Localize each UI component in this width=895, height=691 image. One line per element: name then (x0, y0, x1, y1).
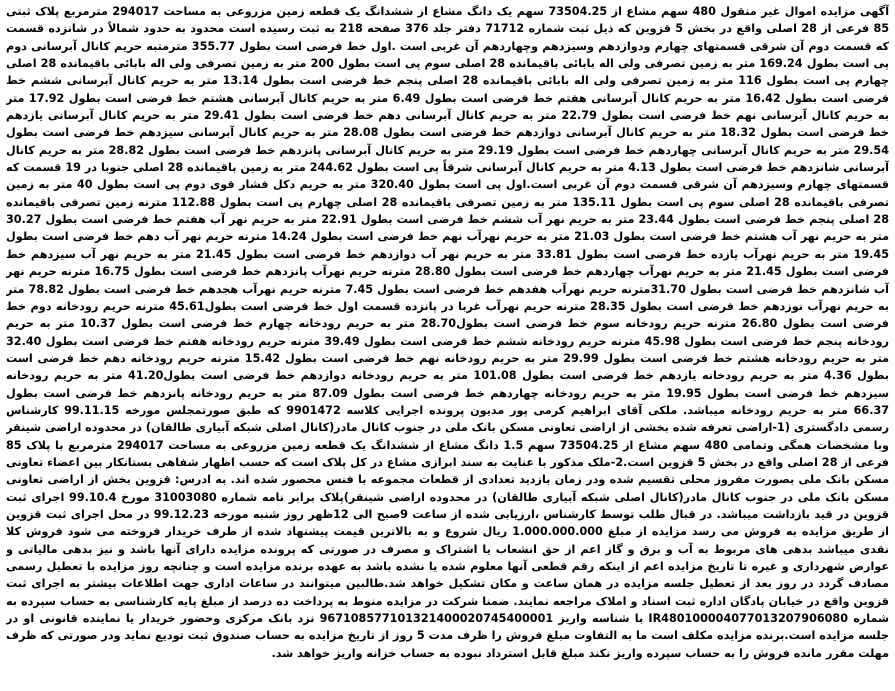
auction-notice-text: آگهی مزایده اموال غیر منقول 480 سهم مشاع از 73504.25 سهم یک دانگ مشاع از ششدانگ یک قطعه زمین مزروعی به مساحت 294017 مترمربع پلاک ثبتی 85 فرعی از 28 اصلی واقع در بخش 5 قزوین که ذیل ثبت شماره 71712 دفتر جلد 376 صفحه 218 به ثبت رسیده است محدود به حدود شمالاً در شانزده قسمت که قسمت دوم آن شرقی قسمتهای چهارم ودوازدهم وسیزدهم وچهاردهم آن غربی است .اول خط فرضی است بطول 355.77 مترمتبه حریم کانال آبرسانی دوم پی است بطول 169.24 متر به زمین تصرفی ولی اله بابائی باقیمانده 28 اصلی سوم پی است بطول 200 متر به زمین تصرفی ولی اله بابائی باقیمانده 28 اصلی چهارم پی است بطول 116 متر به زمین تصرفی ولی اله بابائی باقیمانده 28 اصلی پنجم خط فرضی است بطول 13.14 متر به حریم کانال آبرسانی ششم خط فرضی است بطول 16.42 متر به حریم کانال آبرسانی هفتم خط فرضی است بطول 6.49 متر به حریم کانال آبرسانی هشتم خط فرضی است بطول 17.92 متر به حریم کانال آبرسانی نهم خط فرضی است بطول 22.79 متر به حریم کانال آبرسانی دهم خط فرضی است بطول 29.41 متر به حریم کانال آبرسانی یازدهم خط فرضی است بطول 18.32 متر به حریم کانال آبرسانی دوازدهم خط فرضی است بطول 28.08 متر به حریم کانال آبرسانی سیزدهم خط فرضی است بطول 29.54 متر به حریم کانال آبرسانی چهاردهم خط فرضی است بطول 29.19 متر به حریم کانال آبرسانی پانزدهم خط فرضی است بطول 28.82 متر به حریم کانال آبرسانی شانزدهم خط فرضی است بطول 4.13 متر به حریم کانال آبرسانی شرقاً پی است بطول 244.62 متر به زمین باقیمانده 28 اصلی جنوبا در 19 قسمت که قسمتهای چهارم وسیزدهم آن شرقی قسمت دوم آن غربی است.اول پی است بطول 320.40 متر به حریم دکل فشار قوی دوم پی است بطول 40 متر به زمین تصرفی باقیمانده 28 اصلی سوم پی است بطول 135.11 متر به زمین تصرفی باقیمانده 28 اصلی چهارم پی است بطول 112.88 مترنه زمین تصرفی باقیمانده 28 اصلی پنجم خط فرضی است بطول 23.44 متر به حریم نهر آب ششم خط فرضی است بطول 22.91 متر به حریم نهر آب هفتم خط فرضی است بطول 30.27 متر به حریم نهر آب هشتم خط فرضی است بطول 21.03 متر به حریم نهرآب نهم خط فرضی است بطول 14.24 مترنه حریم نهر آب دهم خط فرضی است بطول 19.45 متر به حریم نهرآب یازده خط فرضی است بطول 33.81 متر به حریم نهر آب دوازدهم خط فرضی است بطول 21.45 متر به حریم نهر آب سیزدهم خط فرضی است بطول 21.45 متر به حریم نهرآب چهاردهم خط فرضی است بطول 28.80 مترنه حریم نهرآب پانزدهم خط فرضی است بطول 16.75 مترنه حریم نهر آب شانزدهم خط فرضی است بطول 31.70مترنه حریم نهرآب هفدهم خط فرضی است بطول 7.45 مترنه حریم نهرآب هجدهم خط فرضی است بطول 78.82 متر به حریم نهرآب نوزدهم خط فرضی است بطول 28.35 مترنه حریم نهرآب غربا در پانزده قسمت اول خط فرضی است بطول45.61 مترنه حریم رودخانه دوم خط فرضی است بطول 26.80 مترنه حریم رودخانه سوم خط فرضی است بطول28.70 متر به حریم رودخانه چهارم خط فرضی است بطول 10.37 متر به حریم رودخانه پنجم خط فرضی است بطول 45.98 مترنه حریم رودخانه ششم خط فرضی است بطول 39.49 مترنه حریم رودخانه هفتم خط فرضی است بطول 32.40 متر به حریم رودخانه هشتم خط فرضی است بطول 29.99 متر به حریم رودخانه نهم خط فرضی است بطول 15.42 مترنه حریم رودخانه دهم خط فرضی است بطول 4.36 متر به حریم رودخانه یازدهم خط فرضی است بطول 101.08 متر به حریم رودخانه دوازدهم خط فرضی است بطول41.20 متر به حریم رودخانه سیزدهم خط فرضی است بطول 19.95 متر به حریم رودخانه چهاردهم خط فرضی است بطول 87.09 متر به حریم رودخانه پانزدهم خط فرضی است بطول 66.37 متر به حریم رودخانه میباشد. ملکی آقای ابراهیم کرمی پور مدیون پرونده اجرایی کلاسه 9901472 که طبق صورتمجلس مورخه 99.11.15 کارشناس رسمی دادگستری (1-اراضی تعرفه شده بخشی از اراضی تعاونی مسکن بانک ملی در جنوب کانال مادر(کانال اصلی شبکه آبیاری طالقان) در محدوده اراضی شینقر وبا مشخصات همگی وتمامی 480 سهم مشاع از 73504.25 سهم 1.5 دانگ مشاع از ششدانگ یک قطعه زمین مزروعی به مساحت 294017 مترمربع با پلاک 85 فرعی از 28 اصلی واقع در بخش 5 قزوین است.2-ملک مذکور با عنایت به سند ابرازی مشاع در کل پلاک است که حسب اظهار شفاهی بستانکار بین اعضاء تعاونی مسکن بانک ملی بصورت مفروز محلی تقسیم شده ودر زمان بازدید تعدادی از قطعات مجموعه با فنس محصور شده اند. به ادرس: قزوین بخش از اراضی تعاونی مسکن بانک ملی در جنوب کانال مادر(کانال اصلی شبکه آبیاری طالقان) در محدوده اراضی شینقر)پلاک برابر نامه شماره 31003080 مورخ 99.10.4 اجرای ثبت قزوین در قید بازداشت میباشد. در قبال طلب توسط کارشناس ،ارزیابی شده از ساعت 9صبح الی 12ظهر روز شنبه مورخه 99.12.23 در محل اجرای ثبت قزوین از طریق مزایده به فروش می رسد مزایده از مبلغ 1.000.000.000 ریال شروع و به بالاترین قیمت پیشنهاد شده از طرف خریدار فروخته می شود فروش کلا نقدی میباشد بدهی های مربوط به آب و برق و گاز اعم از حق انشعاب یا اشتراک و مصرف در صورتی که پرونده مزایده دارای آنها باشد و نیز بدهی مالیاتی و عوارض شهرداری و غیره تا تاریخ مزایده اعم از اینکه رقم قطعی آنها معلوم شده یا نشده باشد به عهده برنده مزایده است و چنانچه روز مزایده با تعطیل رسمی مصادف گردد در روز بعد از تعطیل جلسه مزایده در همان ساعت و مکان تشکیل خواهد شد.طالبین میتوانند در ساعات اداری جهت اطلاعات بیشتر به اجرای ثبت قزوین واقع در خیابان پادگان اداره ثبت اسناد و املاک مراجعه نمایند. ضمنا شرکت در مزایده منوط به پرداخت ده درصد از مبلغ پایه کارشناسی به حساب سپرده به شماره IR480100004077013207906080 با شناسه واریز 967108577101321400020745400001 نزد بانک مرکزی وحضور خریدار یا نماینده قانونی او در جلسه مزایده است.برنده مزایده مکلف است ما به التفاوت مبلغ فروش را ظرف مدت 5 روز از تاریخ مزایده به حساب صندوق ثبت تودیع نماید ودر صورتی که ظرف مهلت مقرر مانده فروش را به حساب سپرده واریز نکند مبلغ قابل استرداد نبوده به حساب خزانه واریز خواهد شد. (6, 5, 889, 660)
